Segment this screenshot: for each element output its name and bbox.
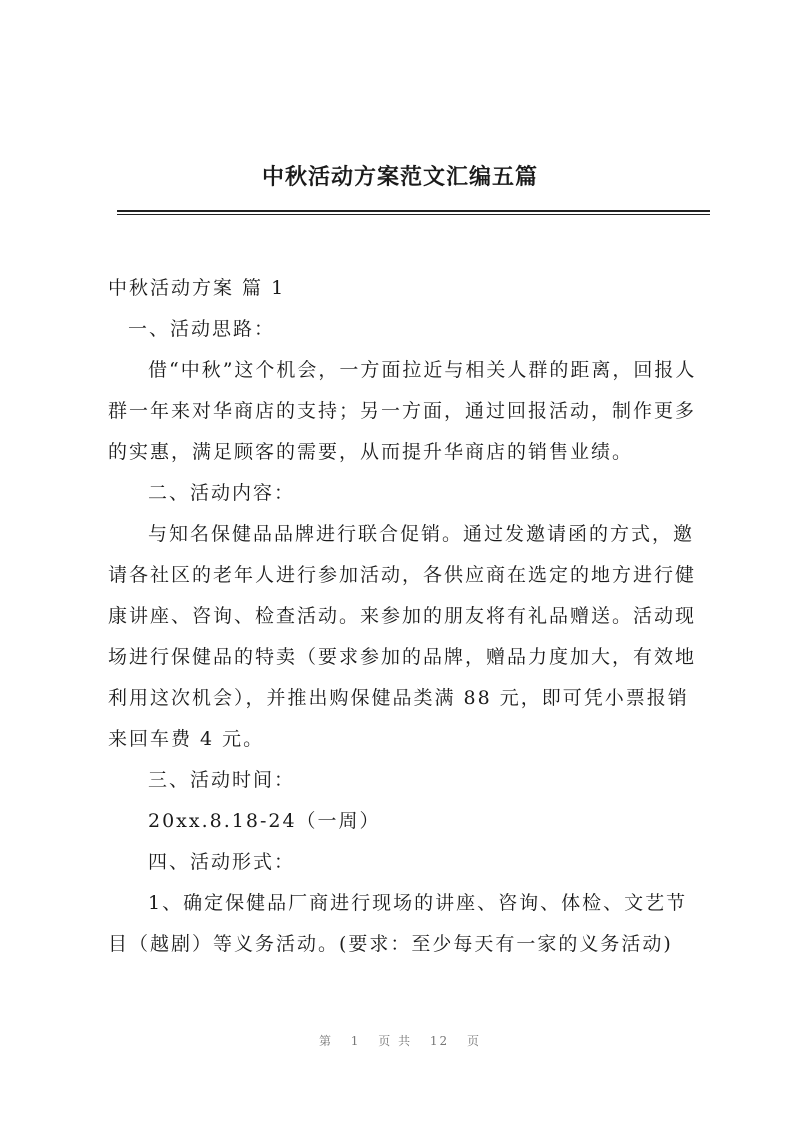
footer-prefix: 第 (318, 1034, 333, 1048)
title-rule-thin (117, 214, 710, 215)
title-rule-thick (117, 210, 710, 212)
footer-suffix: 页 (467, 1034, 482, 1048)
page-footer (0, 1032, 800, 1049)
heading-activity-form: 四、活动形式： (148, 851, 296, 873)
document-title: 中秋活动方案范文汇编五篇 (261, 164, 538, 190)
heading-activity-content: 二、活动内容： (148, 482, 296, 504)
document-body (108, 268, 708, 965)
paragraph-activity-time: 20xx.8.18-24（一周） (148, 810, 381, 832)
paragraph-activity-form: 1、确定保健品厂商进行现场的讲座、咨询、体检、文艺节目（越剧）等义务活动。(要求：至少每天有一家的义务活动) (108, 892, 688, 955)
footer-middle: 页 共 (378, 1034, 413, 1048)
footer-total-pages: 12 (429, 1034, 450, 1048)
heading-activity-idea: 一、活动思路： (128, 318, 276, 340)
paragraph-activity-content: 与知名保健品品牌进行联合促销。通过发邀请函的方式，邀请各社区的老年人进行参加活动，各供应商在选定的地方进行健康讲座、咨询、检查活动。来参加的朋友将有礼品赠送。活动现场进行保健品的特卖（要求参加的品牌，赠品力度加大，有效地利用这次机会），并推出购保健品类满 88 元，即可凭小票报销来回车费 4 元。 (108, 523, 697, 750)
footer-page-number: 1 (350, 1034, 361, 1048)
section-heading: 中秋活动方案 篇 1 (108, 277, 286, 299)
heading-activity-time: 三、活动时间： (148, 769, 296, 791)
paragraph-activity-idea: 借“中秋”这个机会，一方面拉近与相关人群的距离，回报人群一年来对华商店的支持；另一方面，通过回报活动，制作更多的实惠，满足顾客的需要，从而提升华商店的销售业绩。 (108, 359, 697, 463)
